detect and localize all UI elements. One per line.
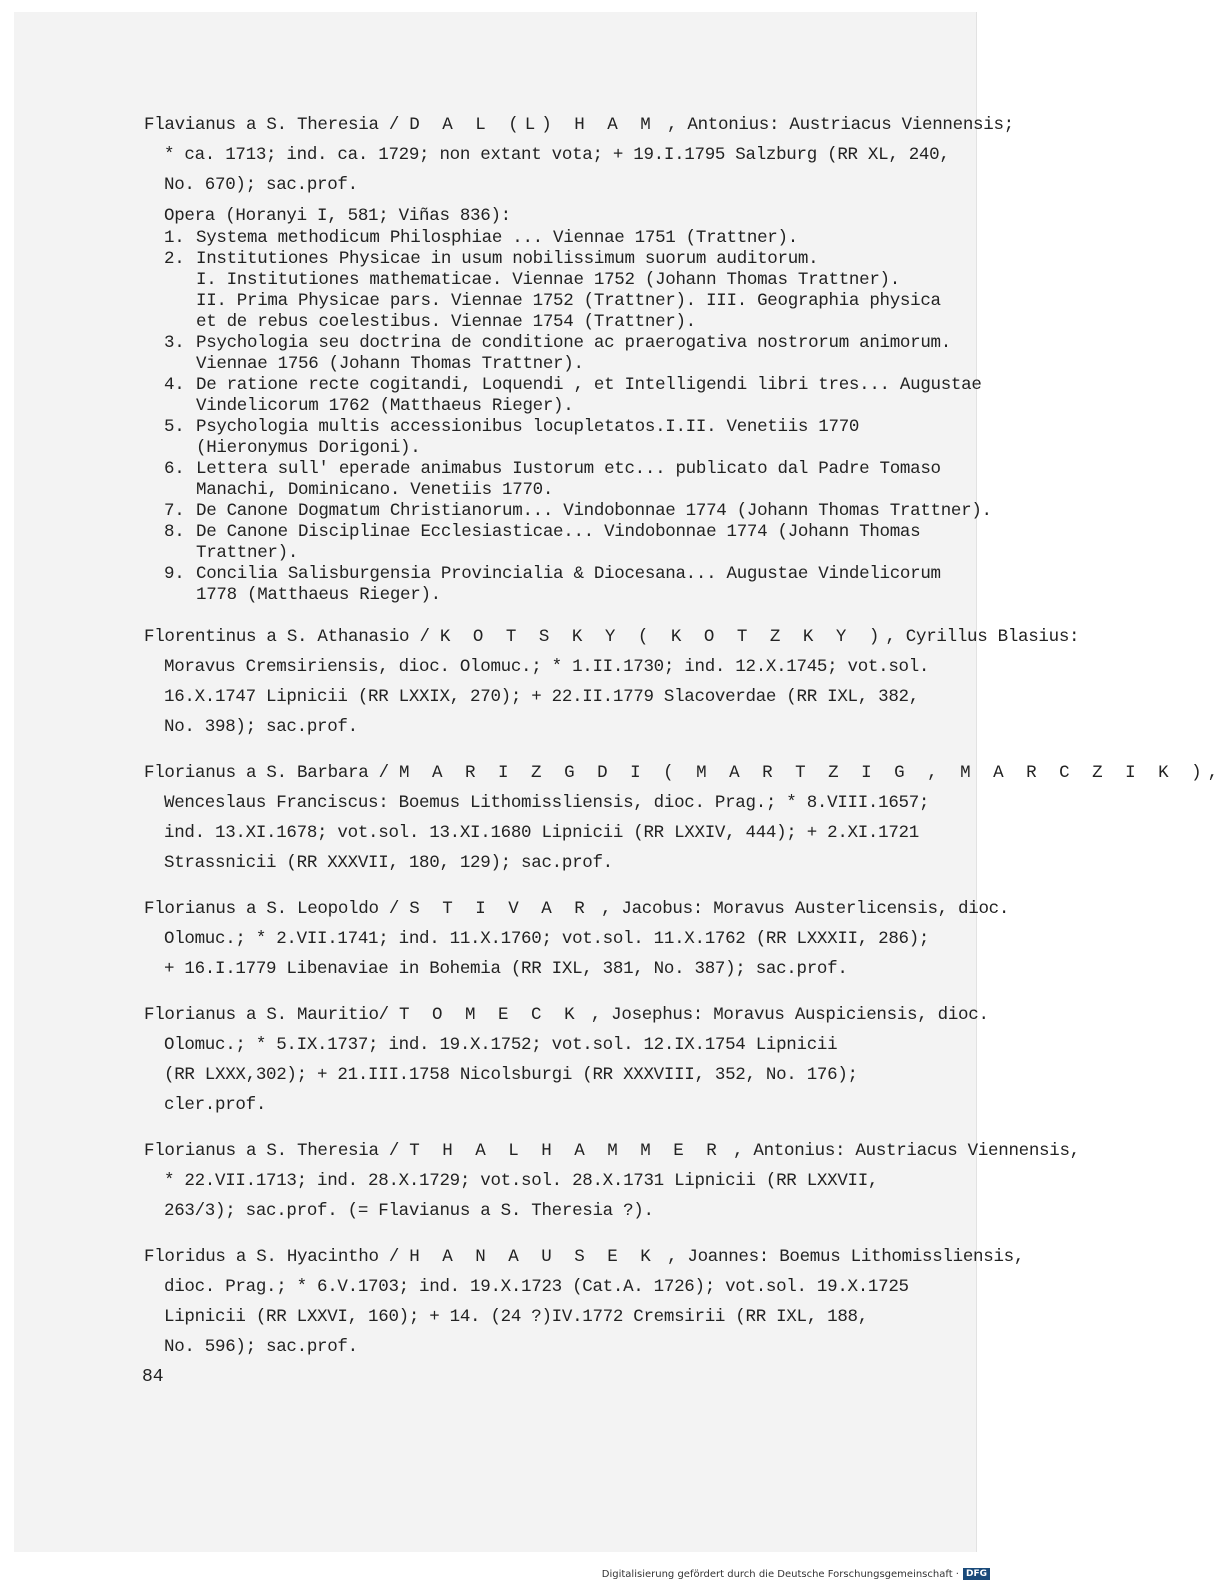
opera-item-text: Trattner). — [196, 543, 299, 563]
register-entry — [144, 1242, 1025, 1362]
entry-heading-line — [144, 1242, 1025, 1272]
opera-item-text: (Hieronymus Dorigoni). — [196, 438, 421, 458]
entries-list — [144, 110, 1218, 1378]
surname-spaced: K O T S K Y ( K O T Z K Y ) — [439, 627, 886, 647]
entry-detail-line — [144, 954, 984, 984]
entry-detail-line — [144, 1332, 984, 1362]
document-page — [14, 12, 1218, 1552]
entry-text: cler.prof. — [164, 1095, 267, 1115]
opera-item-text: et de rebus coelestibus. Viennae 1754 (Trattner). — [196, 312, 696, 332]
entry-text: , Joannes: Boemus Lithomissliensis, — [656, 1247, 1025, 1267]
entry-detail-line — [144, 924, 984, 954]
opera-item — [144, 375, 984, 417]
entry-text: Strassnicii (RR XXXVII, 180, 129); sac.prof. — [164, 853, 613, 873]
entry-detail-line — [144, 1196, 984, 1226]
opera-item-number: 1. — [164, 228, 185, 248]
opera-item — [144, 501, 992, 522]
entry-text: Florianus a S. Barbara / — [144, 763, 400, 783]
entry-detail-line — [144, 1090, 984, 1120]
entry-text: 16.X.1747 Lipnicii (RR LXXIX, 270); + 22.II.1779 Slacoverdae (RR IXL, 382, — [164, 687, 919, 707]
entry-text: , — [1207, 763, 1218, 783]
opera-item-text: De Canone Dogmatum Christianorum... Vindobonnae 1774 (Johann Thomas Trattner). — [196, 501, 992, 521]
opera-item-text: Systema methodicum Philosphiae ... Viennae 1751 (Trattner). — [196, 228, 798, 248]
opera-item-text: Viennae 1756 (Johann Thomas Trattner). — [196, 354, 584, 374]
opera-heading: Opera (Horanyi I, 581; Viñas 836): — [164, 206, 511, 226]
opera-item — [144, 333, 984, 375]
opera-item-text: De Canone Disciplinae Ecclesiasticae... Vindobonnae 1774 (Johann Thomas — [196, 522, 921, 542]
surname-spaced: S T I V A R — [409, 899, 591, 919]
entry-text: , Jacobus: Moravus Austerlicensis, dioc. — [590, 899, 1010, 919]
surname-spaced: H A N A U S E K — [409, 1247, 657, 1267]
register-entry — [144, 622, 1080, 742]
opera-item-text: I. Institutiones mathematicae. Viennae 1752 (Johann Thomas Trattner). — [196, 270, 900, 290]
opera-item-text: Lettera sull' eperade animabus Iustorum etc... publicato dal Padre Tomaso — [196, 459, 941, 479]
entry-text: Wenceslaus Franciscus: Boemus Lithomissliensis, dioc. Prag.; * 8.VIII.1657; — [164, 793, 930, 813]
entry-detail-line — [144, 1030, 984, 1060]
surname-spaced: T H A L H A M M E R — [409, 1141, 723, 1161]
opera-item — [144, 417, 984, 459]
entry-heading-line — [144, 1000, 989, 1030]
surname-spaced: M A R I Z G D I ( M A R T Z I G , M A R C Z I K ) — [399, 763, 1208, 783]
opera-item-text: Vindelicorum 1762 (Matthaeus Rieger). — [196, 396, 574, 416]
entry-detail-line — [144, 788, 984, 818]
opera-item-text: Institutiones Physicae in usum nobilissimum suorum auditorum. — [196, 249, 819, 269]
entry-heading-line — [144, 622, 1080, 652]
footer-credit — [602, 1568, 990, 1580]
opera-item-number: 2. — [164, 249, 185, 269]
entry-text: Florianus a S. Theresia / — [144, 1141, 410, 1161]
entry-detail-line — [144, 1302, 984, 1332]
opera-item — [144, 522, 984, 564]
opera-item-text: 1778 (Matthaeus Rieger). — [196, 585, 441, 605]
entry-heading-line — [144, 894, 1010, 924]
register-entry — [144, 758, 1218, 878]
entry-detail-line — [144, 170, 984, 200]
dfg-logo-icon: DFG — [963, 1568, 990, 1580]
opera-item-number: 3. — [164, 333, 185, 353]
entry-text: (RR LXXX,302); + 21.III.1758 Nicolsburgi (RR XXXVIII, 352, No. 176); — [164, 1065, 858, 1085]
entry-text: , Cyrillus Blasius: — [885, 627, 1080, 647]
entry-text: Florianus a S. Leopoldo / — [144, 899, 410, 919]
page-number: 84 — [142, 1367, 164, 1387]
opera-item-text: Psychologia multis accessionibus locupletatos.I.II. Venetiis 1770 — [196, 417, 860, 437]
entry-detail-line — [144, 140, 984, 170]
register-entry — [144, 1000, 989, 1120]
entry-text: Lipnicii (RR LXXVI, 160); + 14. (24 ?)IV.1772 Cremsirii (RR IXL, 188, — [164, 1307, 868, 1327]
entry-heading-line — [144, 1136, 1080, 1166]
opera-item — [144, 249, 984, 333]
entry-text: , Antonius: Austriacus Viennensis, — [722, 1141, 1080, 1161]
opera-item-text: Manachi, Dominicano. Venetiis 1770. — [196, 480, 554, 500]
entry-text: 263/3); sac.prof. (= Flavianus a S. Theresia ?). — [164, 1201, 654, 1221]
entry-detail-line — [144, 1166, 984, 1196]
entry-detail-line — [144, 848, 984, 878]
entry-text: Olomuc.; * 5.IX.1737; ind. 19.X.1752; vot.sol. 12.IX.1754 Lipnicii — [164, 1035, 838, 1055]
entry-text: * ca. 1713; ind. ca. 1729; non extant vota; + 19.I.1795 Salzburg (RR XL, 240, — [164, 145, 950, 165]
entry-detail-line — [144, 818, 984, 848]
entry-text: Florianus a S. Mauritio/ — [144, 1005, 400, 1025]
entry-text: , Josephus: Moravus Auspiciensis, dioc. — [580, 1005, 989, 1025]
entry-detail-line — [144, 682, 984, 712]
opera-list — [144, 228, 992, 606]
register-entry — [144, 1136, 1080, 1226]
opera-item — [144, 459, 984, 501]
entry-text: + 16.I.1779 Libenaviae in Bohemia (RR IXL, 381, No. 387); sac.prof. — [164, 959, 848, 979]
opera-item — [144, 564, 984, 606]
opera-item-number: 6. — [164, 459, 185, 479]
opera-item-number: 7. — [164, 501, 185, 521]
entry-detail-line — [144, 712, 984, 742]
entry-detail-line — [144, 1060, 984, 1090]
register-entry — [144, 894, 1010, 984]
entry-text: Moravus Cremsiriensis, dioc. Olomuc.; * 1.II.1730; ind. 12.X.1745; vot.sol. — [164, 657, 930, 677]
footer-credit-text: Digitalisierung gefördert durch die Deutsche Forschungsgemeinschaft · — [601, 1568, 959, 1580]
entry-text: Olomuc.; * 2.VII.1741; ind. 11.X.1760; vot.sol. 11.X.1762 (RR LXXXII, 286); — [164, 929, 930, 949]
entry-text: No. 398); sac.prof. — [164, 717, 358, 737]
entry-text: Floridus a S. Hyacintho / — [144, 1247, 410, 1267]
opera-item-number: 9. — [164, 564, 185, 584]
entry-text: No. 596); sac.prof. — [164, 1337, 358, 1357]
opera-item-text: II. Prima Physicae pars. Viennae 1752 (Trattner). III. Geographia physica — [196, 291, 941, 311]
opera-item-text: Psychologia seu doctrina de conditione ac praerogativa nostrorum animorum. — [196, 333, 951, 353]
entry-text: , Antonius: Austriacus Viennensis; — [656, 115, 1014, 135]
entry-text: dioc. Prag.; * 6.V.1703; ind. 19.X.1723 (Cat.A. 1726); vot.sol. 19.X.1725 — [164, 1277, 909, 1297]
entry-text: No. 670); sac.prof. — [164, 175, 358, 195]
entry-detail-line — [144, 652, 984, 682]
surname-spaced: T O M E C K — [399, 1005, 581, 1025]
entry-text: Flavianus a S. Theresia / — [144, 115, 410, 135]
entry-detail-line — [144, 1272, 984, 1302]
entry-text: Florentinus a S. Athanasio / — [144, 627, 440, 647]
opera-item-number: 8. — [164, 522, 185, 542]
opera-item-number: 4. — [164, 375, 185, 395]
register-entry — [144, 110, 1014, 606]
entry-heading-line — [144, 110, 1014, 140]
opera-item-text: Concilia Salisburgensia Provincialia & Diocesana... Augustae Vindelicorum — [196, 564, 941, 584]
opera-item-text: De ratione recte cogitandi, Loquendi , et Intelligendi libri tres... Augustae — [196, 375, 982, 395]
opera-item-number: 5. — [164, 417, 185, 437]
opera-item — [144, 228, 984, 249]
entry-heading-line — [144, 758, 1218, 788]
surname-spaced: D A L (L) H A M — [409, 115, 657, 135]
entry-text: ind. 13.XI.1678; vot.sol. 13.XI.1680 Lipnicii (RR LXXIV, 444); + 2.XI.1721 — [164, 823, 919, 843]
entry-text: * 22.VII.1713; ind. 28.X.1729; vot.sol. 28.X.1731 Lipnicii (RR LXXVII, — [164, 1171, 879, 1191]
